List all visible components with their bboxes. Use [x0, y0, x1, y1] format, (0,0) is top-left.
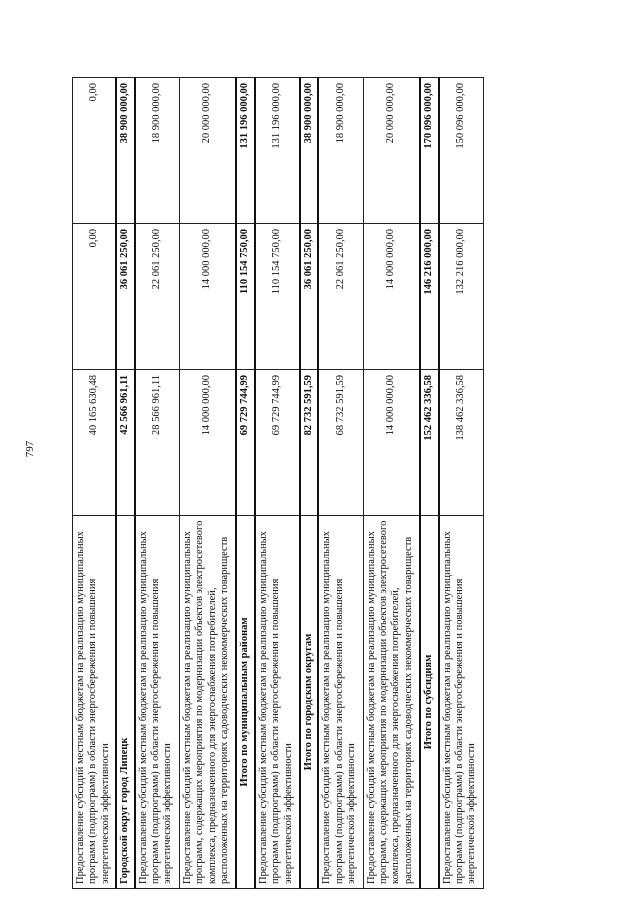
- row-label: Итого по субсидиям: [420, 516, 439, 889]
- value-cell: 138 462 336,58: [439, 370, 484, 516]
- table-row: [318, 78, 363, 889]
- value-cell: 82 732 591,59: [300, 370, 319, 516]
- value-cell: 42 566 961,11: [116, 370, 135, 516]
- value-cell: 69 729 744,99: [236, 370, 255, 516]
- value-cell: 18 900 000,00: [318, 78, 363, 224]
- value-cell: 0,00: [73, 78, 116, 224]
- value-cell: 38 900 000,00: [116, 78, 135, 224]
- table-row: [363, 78, 420, 889]
- value-cell: 131 196 000,00: [236, 78, 255, 224]
- table-row: [300, 78, 319, 889]
- row-label: Итого по городским округам: [300, 516, 319, 889]
- value-cell: 146 216 000,00: [420, 224, 439, 370]
- value-cell: 131 196 000,00: [255, 78, 300, 224]
- row-label: Предоставление субсидий местным бюджетам на реализацию муниципальных программ (подпрограмм) в области энергосбережения и повышения энергетической эффективности: [135, 516, 180, 889]
- rotated-table-container: [72, 78, 484, 889]
- table-row: [420, 78, 439, 889]
- value-cell: 40 165 630,48: [73, 370, 116, 516]
- table-row: [135, 78, 180, 889]
- value-cell: 14 000 000,00: [179, 224, 236, 370]
- value-cell: 132 216 000,00: [439, 224, 484, 370]
- value-cell: 38 900 000,00: [300, 78, 319, 224]
- row-label: Городской округ город Липецк: [116, 516, 135, 889]
- row-label: Предоставление субсидий местным бюджетам на реализацию муниципальных программ (подпрограмм) в области энергосбережения и повышения энергетической эффективности: [439, 516, 484, 889]
- row-label: Предоставление субсидий местным бюджетам на реализацию муниципальных программ, содержащих мероприятия по модернизации объектов электросетевого комплекса, предназначенного для энергоснабжения потребителей, расположенных на территориях садоводческих некоммерческих товариществ: [179, 516, 236, 889]
- value-cell: 36 061 250,00: [300, 224, 319, 370]
- value-cell: 36 061 250,00: [116, 224, 135, 370]
- value-cell: 20 000 000,00: [363, 78, 420, 224]
- row-label: Предоставление субсидий местным бюджетам на реализацию муниципальных программ (подпрограмм) в области энергосбережения и повышения энергетической эффективности: [73, 516, 116, 889]
- value-cell: 68 732 591,59: [318, 370, 363, 516]
- table-row: [179, 78, 236, 889]
- table-row: [236, 78, 255, 889]
- row-label: Предоставление субсидий местным бюджетам на реализацию муниципальных программ (подпрограмм) в области энергосбережения и повышения энергетической эффективности: [255, 516, 300, 889]
- value-cell: 22 061 250,00: [135, 224, 180, 370]
- row-label: Предоставление субсидий местным бюджетам на реализацию муниципальных программ, содержащих мероприятия по модернизации объектов электросетевого комплекса, предназначенного для энергоснабжения потребителей, расположенных на территориях садоводческих некоммерческих товариществ: [363, 516, 420, 889]
- value-cell: 20 000 000,00: [179, 78, 236, 224]
- table-row: [255, 78, 300, 889]
- value-cell: 110 154 750,00: [236, 224, 255, 370]
- value-cell: 28 566 961,11: [135, 370, 180, 516]
- value-cell: 14 000 000,00: [363, 370, 420, 516]
- value-cell: 152 462 336,58: [420, 370, 439, 516]
- table-row: [73, 78, 116, 889]
- value-cell: 14 000 000,00: [363, 224, 420, 370]
- table-row: [116, 78, 135, 889]
- value-cell: 0,00: [73, 224, 116, 370]
- value-cell: 22 061 250,00: [318, 224, 363, 370]
- value-cell: 170 096 000,00: [420, 78, 439, 224]
- value-cell: 150 096 000,00: [439, 78, 484, 224]
- value-cell: 18 900 000,00: [135, 78, 180, 224]
- page-number: 797: [24, 440, 36, 458]
- row-label: Итого по муниципальным районам: [236, 516, 255, 889]
- subsidy-table: [72, 77, 484, 889]
- row-label: Предоставление субсидий местным бюджетам на реализацию муниципальных программ (подпрограмм) в области энергосбережения и повышения энергетической эффективности: [318, 516, 363, 889]
- value-cell: 110 154 750,00: [255, 224, 300, 370]
- value-cell: 14 000 000,00: [179, 370, 236, 516]
- table-row: [439, 78, 484, 889]
- value-cell: 69 729 744,99: [255, 370, 300, 516]
